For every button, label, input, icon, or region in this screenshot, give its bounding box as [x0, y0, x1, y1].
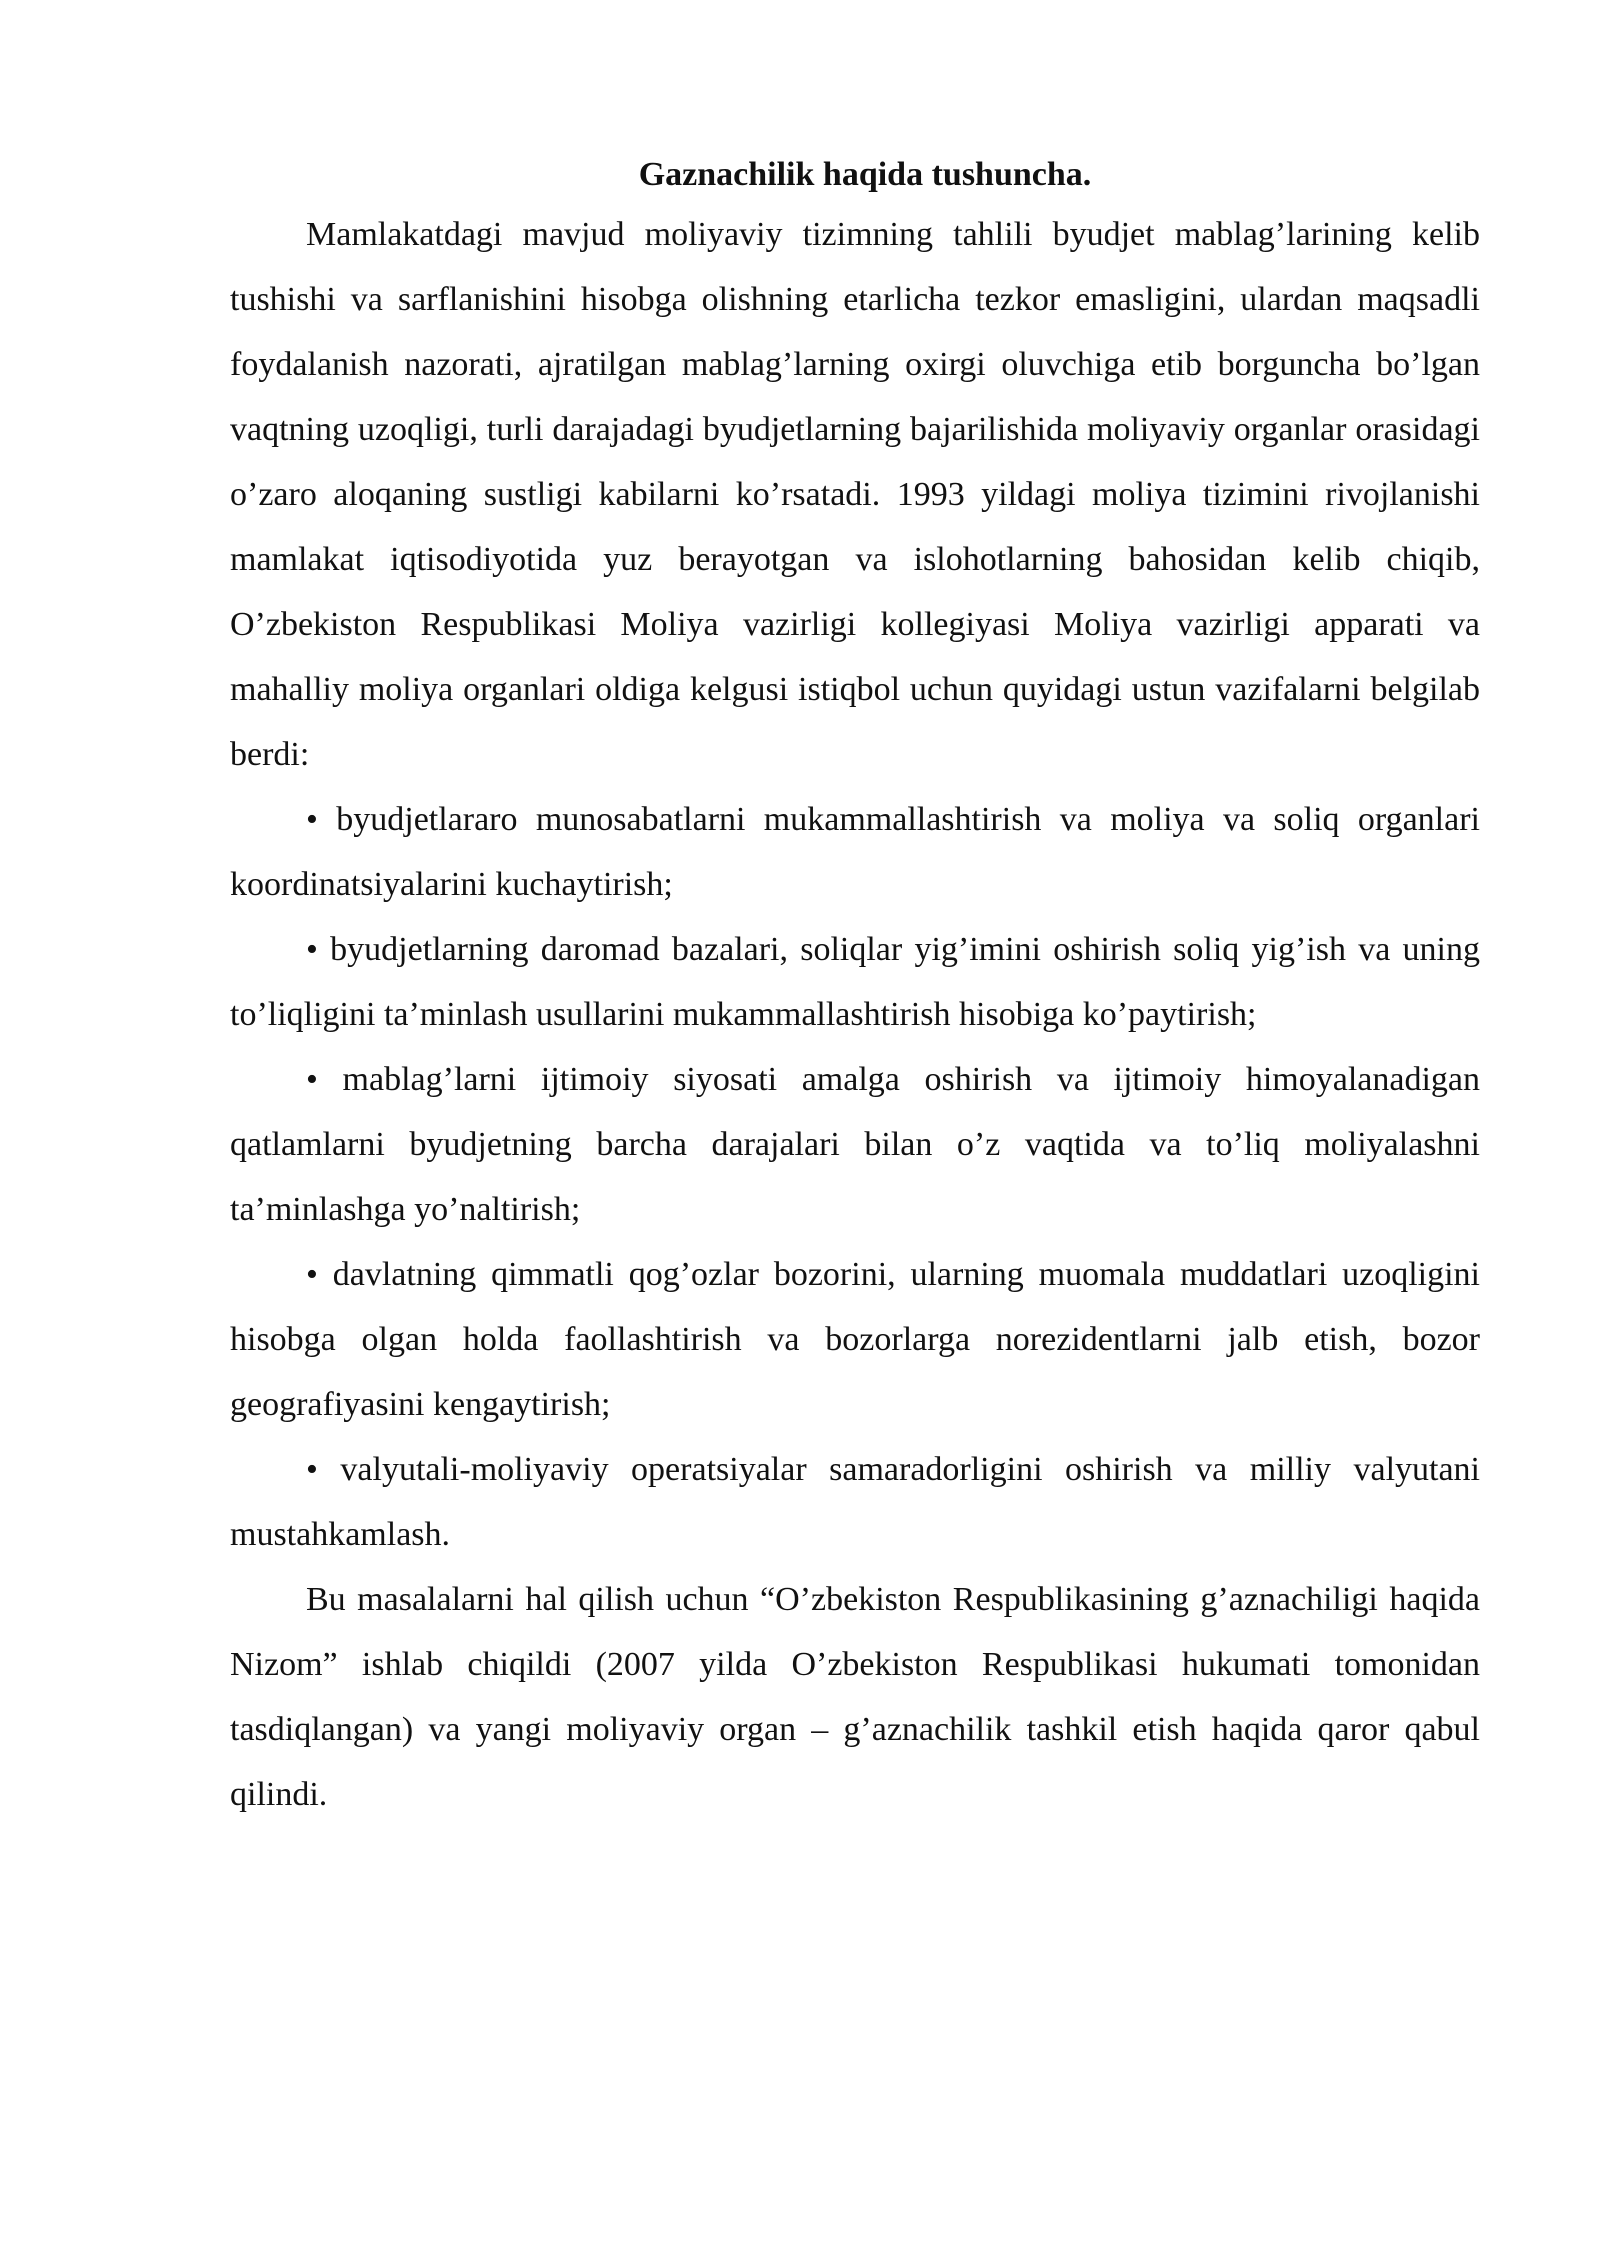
bullet-icon: • — [306, 801, 318, 838]
bullet-icon: • — [306, 931, 318, 968]
document-title: Gaznachilik haqida tushuncha. — [638, 156, 1092, 193]
list-item-text: davlatning qimmatli qog’ozlar bozorini, ularning muomala muddatlari uzoqligini hisobga olgan holda faollashtirish va bozorlarga norezidentlarni jalb etish, bozor geografiyasini kengaytirish; — [230, 1256, 1481, 1423]
bullet-icon: • — [306, 1451, 318, 1488]
list-item-text: byudjetlarning daromad bazalari, soliqlar yig’imini oshirish soliq yig’ish va uning to’liqligini ta’minlash usullarini mukammallashtirish hisobiga ko’paytirish; — [230, 931, 1481, 1033]
intro-paragraph: Mamlakatdagi mavjud moliyaviy tizimning tahlili byudjet mablag’larining kelib tushishi va sarflanishini hisobga olishning etarlicha tezkor emasligini, ulardan maqsadli foydalanish nazorati, ajratilgan mablag’larning oxirgi oluvchiga etib borguncha bo’lgan vaqtning uzoqligi, turli darajadagi byudjetlarning bajarilishida moliyaviy organlar orasidagi o’zaro aloqaning sustligi kabilarni ko’rsatadi. 1993 yildagi moliya tizimini rivojlanishi mamlakat iqtisodiyotida yuz berayotgan va islohotlarning bahosidan kelib chiqib, O’zbekiston Respublikasi Moliya vazirligi kollegiyasi Moliya vazirligi apparati va mahalliy moliya organlari oldiga kelgusi istiqbol uchun quyidagi ustun vazifalarni belgilab berdi: — [230, 216, 1480, 773]
list-item — [230, 1437, 1480, 1567]
bullet-icon: • — [306, 1061, 318, 1098]
bullet-icon: • — [306, 1256, 318, 1293]
list-item — [230, 1047, 1480, 1242]
task-list — [230, 787, 1480, 1567]
document-body — [230, 148, 1480, 1827]
list-item — [230, 787, 1480, 917]
list-item — [230, 917, 1480, 1047]
closing-paragraph: Bu masalalarni hal qilish uchun “O’zbekiston Respublikasining g’aznachiligi haqida Nizom” ishlab chiqildi (2007 yilda O’zbekiston Respublikasi hukumati tomonidan tasdiqlangan) va yangi moliyaviy organ – g’aznachilik tashkil etish haqida qaror qabul qilindi. — [230, 1581, 1480, 1813]
list-item-text: valyutali-moliyaviy operatsiyalar samaradorligini oshirish va milliy valyutani mustahkamlash. — [230, 1451, 1480, 1553]
list-item-text: mablag’larni ijtimoiy siyosati amalga oshirish va ijtimoiy himoyalanadigan qatlamlarni byudjetning barcha darajalari bilan o’z vaqtida va to’liq moliyalashni ta’minlashga yo’naltirish; — [230, 1061, 1480, 1228]
list-item-text: byudjetlararo munosabatlarni mukammallashtirish va moliya va soliq organlari koordinatsiyalarini kuchaytirish; — [230, 801, 1480, 903]
list-item — [230, 1242, 1480, 1437]
